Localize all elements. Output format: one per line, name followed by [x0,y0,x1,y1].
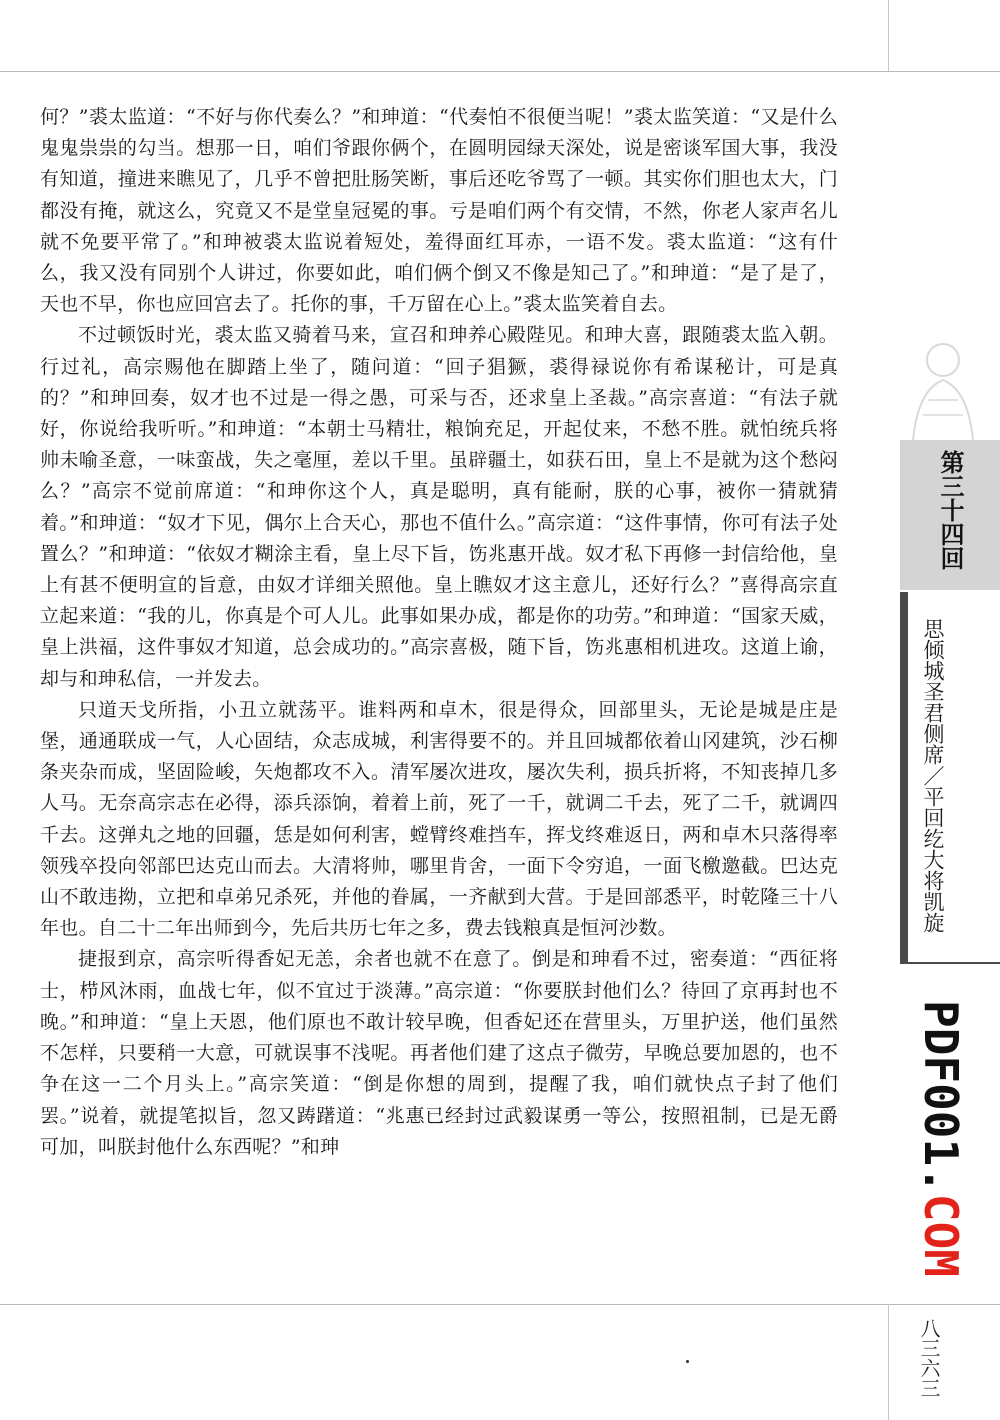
chapter-title: 思倾城圣君侧席／平回纥大将凯旋 [921,618,945,933]
scan-speck [686,1360,689,1363]
paragraph: 何？”裘太监道：“不好与你代奏么？”和珅道：“代奏怕不很便当呢！”裘太监笑道：“又是什么鬼鬼祟祟的勾当。想那一日，咱们爷跟你俩个，在圆明园绿天深处，说是密谈军国大事，我没有知道，撞进来瞧见了，几乎不曾把肚肠笑断，事后还吃爷骂了一顿。其实你们胆也太大，门都没有掩，就这么，究竟又不是堂皇冠冕的事。亏是咱们两个有交情，不然，你老人家声名儿就不免要平常了。”和珅被裘太监说着短处，羞得面红耳赤，一语不发。裘太监道：“这有什么，我又没有同别个人讲过，你要如此，咱们俩个倒又不像是知己了。”和珅道：“是了是了，天也不早，你也应回宫去了。托你的事，千万留在心上。”裘太监笑着自去。 [40,106,838,316]
watermark-part-2: COM [914,1193,968,1277]
chapter-label: 第三十四回 [936,450,964,570]
page-number: 八三六三 [917,1318,941,1398]
body-text [40,102,838,1163]
paragraph: 不过顿饭时光，裘太监又骑着马来，宣召和珅养心殿陛见。和珅大喜，跟随裘太监入朝。行过礼，高宗赐他在脚踏上坐了，随问道：“回子猖獗，裘得禄说你有希谋秘计，可是真的？”和珅回奏，奴才也不过是一得之愚，可采与否，还求皇上圣裁。”高宗喜道：“有法子就好，你说给我听听。”和珅道：“本朝士马精壮，粮饷充足，开起仗来，不愁不胜。就怕统兵将帅未喻圣意，一味蛮战，失之毫厘，差以千里。虽辟疆土，如获石田，皇上不是就为这个愁闷么？”高宗不觉前席道：“和珅你这个人，真是聪明，真有能耐，朕的心事，被你一猜就猜着。”和珅道：“奴才下见，偶尔上合天心，那也不值什么。”高宗道：“这件事情，你可有法子处置么？”和珅道：“依奴才糊涂主看，皇上尽下旨，饬兆惠开战。奴才私下再修一封信给他，皇上有甚不便明宣的旨意，由奴才详细关照他。皇上瞧奴才这主意儿，还好行么？”喜得高宗直立起来道：“我的儿，你真是个可人儿。此事如果办成，都是你的功劳。”和珅道：“国家天威，皇上洪福，这件事奴才知道，总会成功的。”高宗喜极，随下旨，饬兆惠相机进攻。这道上谕，却与和珅私信，一并发去。 [40,324,838,690]
figure-illustration-icon [893,330,993,440]
title-bar [900,592,908,962]
header-rule [0,71,1000,72]
title-divider [900,962,1000,964]
watermark [905,1000,968,1277]
footer-rule [0,1304,1000,1305]
paragraph: 捷报到京，高宗听得香妃无恙，余者也就不在意了。倒是和珅看不过，密奏道：“西征将士，栉风沐雨，血战七年，似不宜过于淡薄。”高宗道：“你要朕封他们么？待回了京再封也不晚。”和珅道：“皇上天恩，他们原也不敢计较早晚，但香妃还在营里头，万里护送，他们虽然不怎样，只要稍一大意，可就误事不浅呢。再者他们建了这点子微劳，早晚总要加恩的，也不争在这一二个月头上。”高宗笑道：“倒是你想的周到，提醒了我，咱们就快点子封了他们罢。”说着，就提笔拟旨，忽又踌躇道：“兆惠已经封过武毅谋勇一等公，按照祖制，已是无爵可加，叫朕封他什么东西呢？”和珅 [40,948,838,1158]
gutter-line-top [888,0,889,71]
gutter-line-bottom [888,1304,889,1420]
watermark-part-1: PDF001. [914,1000,968,1194]
paragraph: 只道天戈所指，小丑立就荡平。谁料两和卓木，很是得众，回部里头，无论是城是庄是堡，通通联成一气，人心固结，众志成城，利害得要不的。并且回城都依着山冈建筑，沙石柳条夹杂而成，坚固险峻，矢炮都攻不入。清军屡次进攻，屡次失利，损兵折将，不知丧掉几多人马。无奈高宗志在必得，添兵添饷，着着上前，死了一千，就调二千去，死了二千，就调四千去。这弹丸之地的回疆，恁是如何利害，螳臂终难挡车，挥戈终难返日，两和卓木只落得率领残卒投向邻部巴达克山而去。大清将帅，哪里肯舍，一面下令穷追，一面飞檄邀截。巴达克山不敢违拗，立把和卓弟兄杀死，并他的眷属，一齐献到大营。于是回部悉平，时乾隆三十八年也。自二十二年出师到今，先后共历七年之多，费去钱粮真是恒河沙数。 [40,698,838,940]
